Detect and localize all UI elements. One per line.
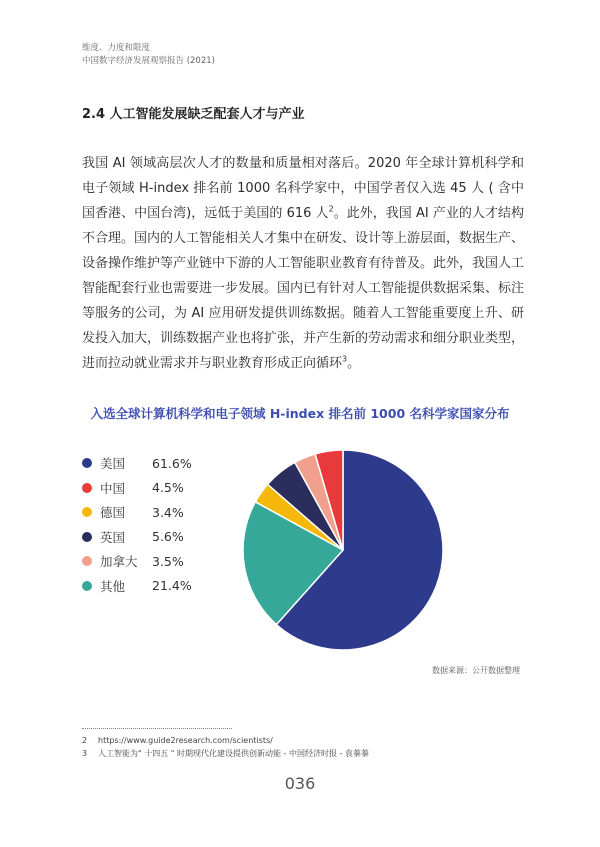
- running-header: [82, 42, 215, 68]
- footnote-link[interactable]: https://www.guide2research.com/scientists/: [98, 736, 273, 745]
- footnote-number: 3: [82, 749, 88, 758]
- data-source: 数据来源：公开数据整理: [432, 666, 520, 675]
- body-text-part-b: 。此外，我国 AI 产业的人才结构不合理。国内的人工智能相关人才集中在研发、设计等上游层面，数据生产、设备操作维护等产业链中下游的人工智能职业教育有待普及。此外，我国人工智能配套行业也需要进一步发展。国内已有针对人工智能提供数据采集、标注等服务的公司，为 AI 应用研发提供训练数据。随着人工智能重要度上升、研发投入加大，训练数据产业也将扩张，并产生新的劳动需求和细分职业类型，进而拉动就业需求并与职业教育形成正向循环: [82, 206, 525, 371]
- legend-swatch-china: [82, 483, 92, 493]
- section-title: 2.4 人工智能发展缺乏配套人才与产业: [82, 107, 305, 122]
- legend-swatch-germany: [82, 507, 92, 517]
- legend-value-germany: 3.4%: [152, 504, 184, 520]
- pie-chart: [240, 447, 446, 653]
- footnote-number: 2: [82, 736, 88, 745]
- legend-label-germany: 德国: [100, 505, 126, 521]
- header-line-1: 维度、力度和限度: [82, 43, 151, 53]
- legend-value-uk: 5.6%: [152, 529, 184, 545]
- footnote-ref-2[interactable]: 2: [328, 204, 334, 214]
- legend-value-us: 61.6%: [152, 455, 192, 471]
- legend-label-other: 其他: [100, 578, 126, 594]
- page-number: 036: [284, 774, 316, 793]
- footnote-ref-3[interactable]: 3: [342, 354, 348, 364]
- legend-value-china: 4.5%: [152, 480, 184, 496]
- legend-label-us: 美国: [100, 456, 126, 471]
- legend-swatch-us: [82, 458, 92, 468]
- footnote-text: 人工智能为" 十四五 " 时期现代化建设提供创新动能 - 中国经济时报 - 袁蓁蓁: [98, 749, 369, 758]
- body-text-part-c: 。: [347, 356, 361, 371]
- footnotes: [82, 734, 369, 760]
- body-paragraph: [82, 151, 524, 376]
- header-line-2: 中国数字经济发展观察报告 (2021): [82, 56, 215, 66]
- chart-title: 入选全球计算机科学和电子领域 H-index 排名前 1000 名科学家国家分布: [90, 406, 510, 421]
- legend-swatch-canada: [82, 556, 92, 566]
- legend-swatch-other: [82, 581, 92, 591]
- body-text-part-a: 我国 AI 领域高层次人才的数量和质量相对落后。2020 年全球计算机科学和电子领域 H-index 排名前 1000 名科学家中，中国学者仅入选 45 人 ( 含中国香港、中国台湾)，远低于美国的 616 人: [82, 156, 524, 221]
- footnote-3: [82, 747, 369, 760]
- legend-value-canada: 3.5%: [152, 553, 184, 569]
- legend-swatch-uk: [82, 532, 92, 542]
- legend-label-canada: 加拿大: [100, 554, 138, 570]
- legend-label-china: 中国: [100, 480, 126, 496]
- footnote-divider: [82, 728, 232, 729]
- legend-label-uk: 英国: [100, 529, 126, 545]
- legend-value-other: 21.4%: [152, 578, 192, 594]
- footnote-2: [82, 734, 369, 747]
